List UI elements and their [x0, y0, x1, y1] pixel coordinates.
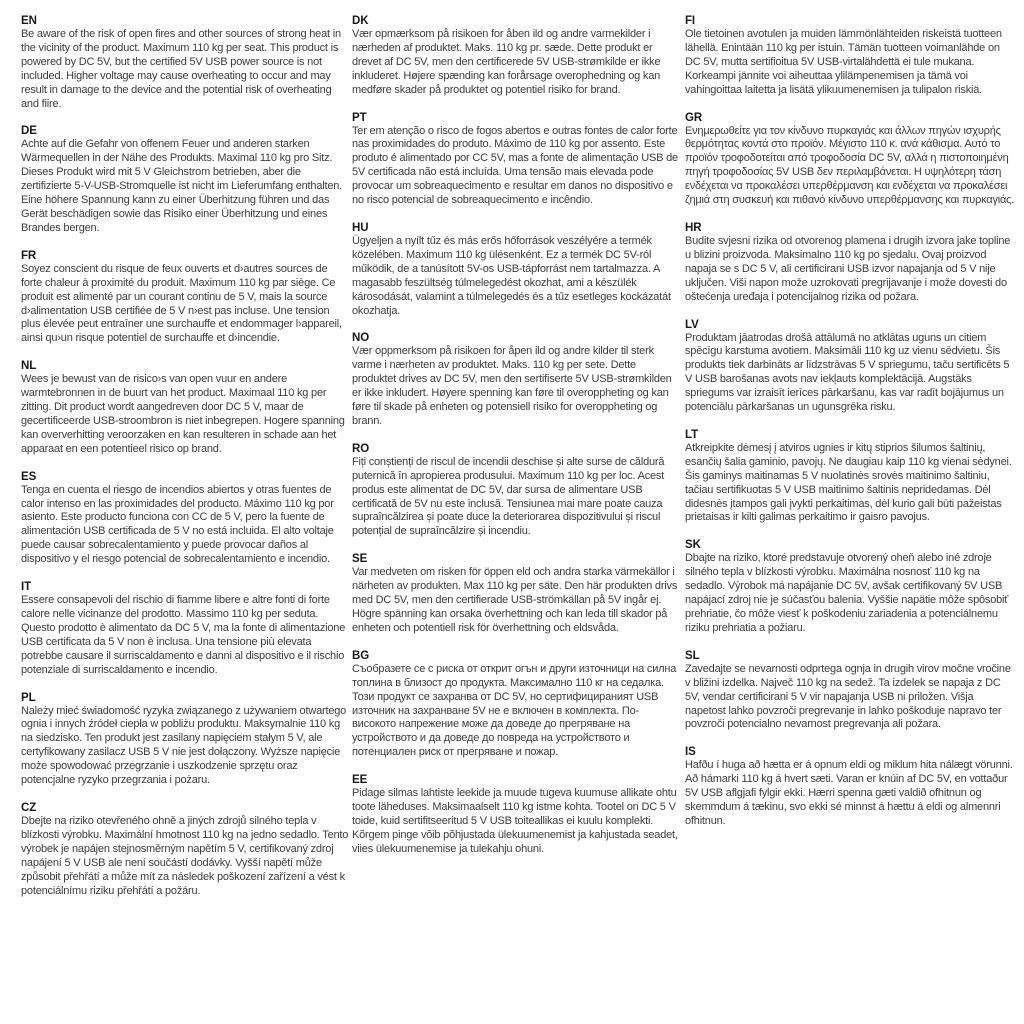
lang-code-bg: BG — [352, 649, 370, 662]
lang-code-it: IT — [21, 581, 32, 594]
lang-code-nl: NL — [21, 360, 37, 373]
lang-text-gr: Ενημερωθείτε για τον κίνδυνο πυρκαγιάς και άλλων πηγών ισχυρής θερμότητας κοντά στο προϊόν. Μέγιστο 110 κ. ανά κάθισμα. Αυτό το προϊόν τροφοδοτείται από τροφοδοσία DC 5V, αλλά η πιστοποιημένη πηγή τροφοδοσίας 5V USB δεν περιλαμβάνεται. Η υψηλότερη τάση ενδέχεται να προκαλέσει υπερθέρμανση και ενδέχεται να προκαλέσει ζημιά στη συσκευή και πιθανό κίνδυνο υπερθέρμανσης και πυρκαγιάς. — [685, 124, 1015, 207]
lang-code-ee: EE — [352, 774, 368, 787]
lang-code-en: EN — [21, 15, 37, 27]
lang-section-pt — [352, 111, 682, 208]
language-column-1 — [21, 14, 351, 911]
lang-section-en — [21, 14, 351, 111]
language-column-2 — [352, 14, 682, 870]
lang-code-sl: SL — [685, 649, 700, 662]
lang-text-nl: Wees je bewust van de risico›s van open vuur en andere warmtebronnen in de buurt van het product. Maximaal 110 kg per zitting. Dit product wordt aangedreven door DC 5 V, maar de gecertificeerde USB-stroombron is niet inbegrepen. Hogere spanning kan oververhitting veroorzaken en kan resulteren in schade aan het apparaat en een potentieel risico op brand. — [21, 373, 345, 455]
lang-text-en: Be aware of the risk of open fires and other sources of strong heat in the vicinity of the product. Maximum 110 kg per seat. This product is powered by DC 5V, but the certified 5V USB power source is not included. Higher voltage may cause overheating to occur and may result in damage to the device and the potential risk of overheating and fiire. — [21, 28, 341, 110]
lang-code-es: ES — [21, 470, 37, 483]
lang-text-dk: Vær opmærksom på risikoen for åben ild og andre varmekilder i nærheden af produktet. Maks. 110 kg pr. sæde. Dette produkt er drevet af DC 5V, men den certificerede 5V USB-strømkilde er ikke inkluderet. Højere spænding kan forårsage overophedning og kan medføre skader på produktet og potentiel risiko for brand. — [352, 28, 661, 96]
lang-text-fr: Soyez conscient du risque de feux ouverts et d›autres sources de forte chaleur à proximité du produit. Maximum 110 kg par siège. Ce produit est alimenté par un courant continu de 5 V, mais la source d›alimentation USB certifiée de 5 V n›est pas incluse. Une tension plus élevée peut entraîner une surchauffe et endommager l›appareil, ainsi qu›un risque potentiel de surchauffe et d›incendie. — [21, 262, 342, 345]
lang-text-cz: Dbejte na riziko otevřeného ohně a jiných zdrojů silného tepla v blízkosti výrobku. Maximální hmotnost 110 kg na jedno sedadlo. Tento výrobek je napájen stejnosměrným napětím 5 V, certifikovaný zdroj napájení 5 V USB ale není součástí dodávky. Vyšší napětí může způsobit přehřátí a může mít za následek poškození zařízení a vést k potenciálnímu riziku přehřátí a požáru. — [21, 814, 349, 897]
lang-text-es: Tenga en cuenta el riesgo de incendios abiertos y otras fuentes de calor intenso en las proximidades del producto. Máximo 110 kg por asiento. Este producto funciona con CC de 5 V, pero la fuente de alimentación USB certificada de 5 V no está incluida. El alto voltaje puede causar sobrecalentamiento y puede provocar daños al dispositivo y el riesgo potencial de sobrecalentamiento e incendio. — [21, 483, 334, 566]
lang-section-fr — [21, 249, 351, 346]
lang-section-lt — [685, 428, 1015, 525]
lang-code-is: IS — [685, 746, 696, 759]
lang-text-it: Essere consapevoli del rischio di fiamme libere e altre fonti di forte calore nelle vicinanze del prodotto. Massimo 110 kg per seduta. Questo prodotto è alimentato da DC 5 V, ma la fonte di alimentazione USB certificata da 5 V non è inclusa. Una tensione più elevata potrebbe causare il surriscaldamento e danni al dispositivo e il rischio potenziale di surriscaldamento e incendio. — [21, 594, 346, 676]
lang-section-pl — [21, 691, 351, 788]
lang-text-lv: Produktam jāatrodas drošā attālumā no atklātas uguns un citiem spēcīgu karstuma avotiem. Maksimāli 110 kg uz vienu sēdvietu. Šis produkts tiek darbināts ar līdzstrāvas 5 V spriegumu, taču sertificēts 5 V USB barošanas avots nav iekļauts komplektācijā. Augstāks spriegums var izraisīt ierīces pārkaršanu, kas var radīt bojājumus un potenciālu pārkaršanas un ugunsgrēka risku. — [685, 331, 1010, 414]
lang-section-de — [21, 124, 351, 235]
lang-text-is: Hafðu í huga að hætta er á opnum eldi og miklum hita nálægt vörunni. Að hámarki 110 kg á hvert sæti. Varan er knúin af DC 5V, en vottaður 5V USB aflgjafi fylgir ekki. Hærri spenna gæti valdið ofhitnun og skemmdum á tækinu, svo ekki sé minnst á hættu á eldi og almennri ofhitnun. — [685, 759, 1013, 827]
lang-text-ee: Pidage silmas lahtiste leekide ja muude tugeva kuumuse allikate ohtu toote läheduses. Maksimaalselt 110 kg istme kohta. Tootel on DC 5 V toide, kuid sertifitseeritud 5 V USB toiteallikas ei kuulu komplekti. Kõrgem pinge võib põhjustada ülekuumenemist ja kahjustada seadet, viies ülekuumenemise ja tulekahju ohuni. — [352, 787, 678, 855]
lang-section-se — [352, 552, 682, 636]
language-column-3 — [685, 14, 1015, 842]
lang-code-pt: PT — [352, 111, 367, 124]
lang-code-dk: DK — [352, 15, 369, 27]
lang-code-pl: PL — [21, 691, 36, 704]
lang-text-sl: Zavedajte se nevarnosti odprtega ognja in drugih virov močne vročine v bližini izdelka. Največ 110 kg na sedež. Ta izdelek se napaja z DC 5V, vendar certificirani 5 V vir napajanja USB ni priložen. Višja napetost lahko povzroči pregrevanje in lahko poškoduje napravo ter povzroči potencialno nevarnost pregrevanja ali požara. — [685, 662, 1011, 731]
lang-code-sk: SK — [685, 539, 701, 552]
lang-code-fi: FI — [685, 15, 696, 27]
lang-text-pl: Należy mieć świadomość ryzyka związanego z używaniem otwartego ognia i innych źródeł ciepła w pobliżu produktu. Maksymalnie 110 kg na siedzisko. Ten produkt jest zasilany napięciem stałym 5 V, ale certyfikowany zasilacz USB 5 V nie jest dołączony. Wyższe napięcie może spowodować przegrzanie i uszkodzenie sprzętu oraz potencjalne ryzyko przegrzania i pożaru. — [21, 704, 347, 787]
lang-text-bg: Съобразете се с риска от открит огън и други източници на силна топлина в близост до продукта. Максимално 110 кг на седалка. Този продукт се захранва от DC 5V, но сертифицираният USB източник на захранване 5V не е включен в комплекта. По-високото напрежение може да доведе до прегряване на устройството и да доведе до повреда на устройството и потенциален риск от прегряване и пожар. — [352, 662, 677, 759]
lang-text-no: Vær oppmerksom på risikoen for åpen ild og andre kilder til sterk varme i nærheten av produktet. Maks. 110 kg per sete. Dette produktet drives av DC 5V, men den sertifiserte 5V USB-strømkilden er ikke inkludert. Høyere spenning kan føre til overoppheting og kan føre til skade på enheten og potensiell risiko for overoppheting og brann. — [352, 345, 672, 427]
lang-section-es — [21, 470, 351, 567]
lang-code-cz: CZ — [21, 801, 37, 814]
lang-section-sk — [685, 538, 1015, 635]
lang-section-cz — [21, 801, 351, 898]
lang-text-sk: Dbajte na riziko, ktoré predstavuje otvorený oheň alebo iné zdroje silného tepla v blízkosti výrobku. Maximálna nosnosť 110 kg na sedadlo. Výrobok má napájanie DC 5V, avšak certifikovaný 5V USB napájací zdroj nie je súčasťou balenia. Vyššie napätie môže spôsobiť prehriatie, čo môže viesť k poškodeniu zariadenia a potenciálnemu riziku prehriatia a požiaru. — [685, 552, 1009, 634]
lang-code-gr: GR — [685, 111, 703, 124]
lang-section-gr — [685, 111, 1015, 208]
lang-text-ro: Fiți conștienți de riscul de incendii deschise și alte surse de căldură puternică în apropierea produsului. Maximum 110 kg per loc. Acest produs este alimentat de DC 5V, dar sursa de alimentare USB certificată de 5V nu este inclusă. Tensiunea mai mare poate cauza supraîncălzirea și poate duce la deteriorarea dispozitivului și riscul potențial de supraîncălzire și incendiu. — [352, 455, 665, 538]
lang-code-hr: HR — [685, 221, 702, 234]
lang-section-nl — [21, 359, 351, 456]
lang-text-fi: Ole tietoinen avotulen ja muiden lämmönlähteiden riskeistä tuotteen lähellä. Enintään 110 kg per istuin. Tämän tuotteen voimanlähde on DC 5V, mutta sertifioitua 5V USB-virtalähdettä ei tule mukana. Korkeampi jännite voi aiheuttaa ylilämpenemisen ja tämä voi vahingoittaa laitetta ja lisätä ylikuumenemisen ja tulipalon riskiä. — [685, 28, 1002, 96]
lang-text-se: Var medveten om risken för öppen eld och andra starka värmekällor i närheten av produkten. Max 110 kg per säte. Den här produkten drivs med DC 5V, men den certifierade USB-strömkällan på 5V ingår ej. Högre spänning kan orsaka överhettning och kan leda till skador på enheten och potentiell risk för överhettning och eldsvåda. — [352, 566, 678, 634]
lang-section-lv — [685, 318, 1015, 415]
lang-code-ro: RO — [352, 442, 370, 455]
lang-code-hu: HU — [352, 221, 369, 234]
lang-section-hr — [685, 221, 1015, 305]
lang-section-fi — [685, 14, 1015, 98]
lang-code-lv: LV — [685, 318, 699, 331]
lang-section-ee — [352, 773, 682, 857]
lang-text-lt: Atkreipkite dėmesį į atviros ugnies ir kitų stiprios šilumos šaltinių, esančių šalia gaminio, pavojų. Ne daugiau kaip 110 kg vienai sėdynei. Šis gaminys maitinamas 5 V nuolatinės srovės maitinimo šaltiniu, tačiau sertifikuotas 5 V USB maitinimo šaltinis nepridedamas. Dėl didesnės įtampos gali įvykti perkaitimas, dėl kurio gali būti pažeistas prietaisas ir kilti galimas perkaitimo ir gaisro pavojus. — [685, 441, 1012, 524]
lang-section-ro — [352, 442, 682, 539]
lang-code-lt: LT — [685, 428, 698, 441]
lang-section-dk — [352, 14, 682, 98]
lang-section-it — [21, 580, 351, 677]
lang-code-de: DE — [21, 125, 37, 138]
lang-text-hu: Ügyeljen a nyílt tűz és más erős hőforrások veszélyére a termék közelében. Maximum 110 kg ülésenként. Ez a termék DC 5V-ról működik, de a tanúsított 5V-os USB-tápforrást nem tartalmazza. A magasabb feszültség túlmelegedést okozhat, ami a készülék károsodását, valamint a túlmelegedés és a tűz esetleges kockázatát okozhatja. — [352, 234, 671, 317]
lang-code-fr: FR — [21, 249, 37, 262]
lang-text-hr: Budite svjesni rizika od otvorenog plamena i drugih izvora jake topline u blizini proizvoda. Maksimalno 110 kg po sjedalu. Ovaj proizvod napaja se s DC 5 V, ali certificirani USB izvor napajanja od 5 V nije uključen. Viši napon može uzrokovati pregrijavanje i može dovesti do oštećenja uređaja i potencijalnog rizika od požara. — [685, 234, 1011, 303]
lang-text-de: Achte auf die Gefahr von offenem Feuer und anderen starken Wärmequellen in der Nähe des Produkts. Maximal 110 kg pro Sitz. Dieses Produkt wird mit 5 V Gleichstrom betrieben, aber die zertifizierte 5-V-USB-Stromquelle ist nicht im Lieferumfang enthalten. Eine höhere Spannung kann zu einer Überhitzung führen und das Gerät beschädigen sowie das Risiko einer Überhitzung und eines Brandes bergen. — [21, 138, 343, 234]
lang-section-bg — [352, 649, 682, 760]
lang-text-pt: Ter em atenção o risco de fogos abertos e outras fontes de calor forte nas proximidades do produto. Máximo de 110 kg por assento. Este produto é alimentado por CC 5V, mas a fonte de alimentação USB de 5V certificada não está incluída. Uma tensão mais elevada pode provocar um sobreaquecimento e resultar em danos no dispositivo e no risco potencial de sobreaquecimento e incêndio. — [352, 124, 678, 207]
lang-section-sl — [685, 649, 1015, 733]
lang-code-se: SE — [352, 553, 368, 566]
lang-code-no: NO — [352, 332, 370, 345]
lang-section-no — [352, 331, 682, 428]
lang-section-hu — [352, 221, 682, 318]
lang-section-is — [685, 745, 1015, 829]
